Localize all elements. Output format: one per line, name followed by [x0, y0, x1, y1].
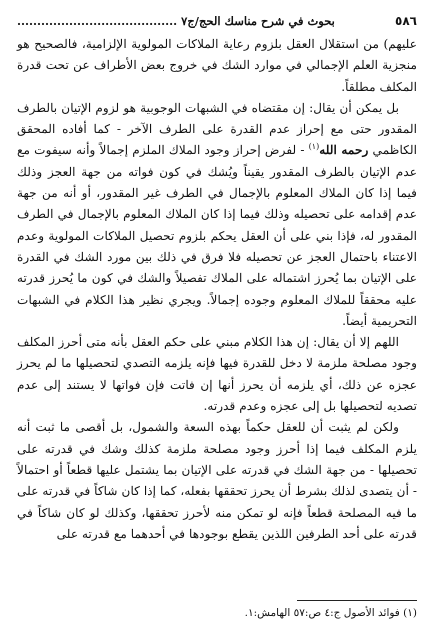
paragraph-1: عليهم) من استقلال العقل بلزوم رعاية الملاكات المولوية الإلزامية، فالصحيح هو منجزية العلم الإجمالي في موارد الشك في خروج بعض الأطراف عن تحت قدرة المكلف مطلقاً. — [17, 37, 417, 94]
honorific-mark: رحمه الله — [319, 143, 369, 158]
paragraph-2-part-1: بل يمكن أن يقال: إن مقتضاه في الشبهات الوجوبية هو لزوم الإتيان بالطرف المقدور حتى مع إحراز عدم القدرة على الطرف الآخر - كما أفاده المحقق الكاظمي — [17, 100, 417, 158]
running-title: بحوث في شرح مناسك الحج/ج٧ ........................................ — [17, 14, 335, 28]
paragraph-2 — [17, 98, 417, 332]
footnote-reference: (١) — [308, 142, 320, 152]
document-page — [17, 8, 417, 628]
footnote-divider — [297, 600, 417, 601]
paragraph-4: ولكن لم يثبت أن للعقل حكماً بهذه السعة والشمول، بل أقصى ما ثبت أنه يلزم المكلف فيما إذا أحرز وجود مصلحة ملزمة كذلك وشك في قدرته على تحصيلها - من جهة الشك في قدرته على الإتيان بما يشتمل عليها قطعاً أو احتمالاً - أن يتصدى لذلك بشرط أن يحرز تحققها بفعله، كما إذا كان شاكاً في قدرته على ما فيه المصلحة قطعاً فإنه لو تمكن منه لأحرز تحققها، وكذلك لو كان شاكاً في قدرته على أحد الطرفين اللذين يقطع بوجودها في أحدهما مع قدرته على — [17, 420, 417, 541]
body-text — [17, 34, 417, 545]
paragraph-2-part-2: - لفرض إحراز وجود الملاك الملزم إجمالاً وأنه سيفوت مع عدم الإتيان بالطرف المقدور يقيناً ويُشك في كون فواته من جهة العجز وذلك فيما إذا كان الملاك المعلوم بالإجمال في الطرف غير المقدور، أو أنه من جهة عدم إقدامه على تحصيله وذلك فيما إذا كان الملاك المعلوم بالإجمال في الطرف المقدور له، فإذا بني على أن العقل يحكم بلزوم تحصيل الملاكات المولوية وعدم الاعتناء باحتمال العجز عن تحصيله فلا فرق في ذلك بين مورد الشك في القدرة على الإتيان بما يُحرز اشتماله على الملاك تفصيلاً والشك في كون ما يُحرز قدرته عليه محققاً للملاك المعلوم وجوده إجمالاً. ويجري نظير هذا الكلام في الشبهات التحريمية أيضاً. — [17, 143, 417, 328]
page-number: ٥٨٦ — [395, 14, 417, 28]
page-header — [17, 8, 417, 34]
footnote: (١) فوائد الأصول ج:٤ ص:٥٧ الهامش:١. — [244, 607, 417, 619]
paragraph-3: اللهم إلا أن يقال: إن هذا الكلام مبني على حكم العقل بأنه متى أحرز المكلف وجود مصلحة ملزمة لا دخل للقدرة فيها فإنه يلزمه التصدي لتحصيلها ما لم يحرز عجزه عن ذلك، أي يلزمه أن يحرز أنها إن فاتت فإن فواتها لا يستند إلى عدم تصديه لتحصيلها بل إلى عجزه وعدم قدرته. — [17, 335, 417, 414]
